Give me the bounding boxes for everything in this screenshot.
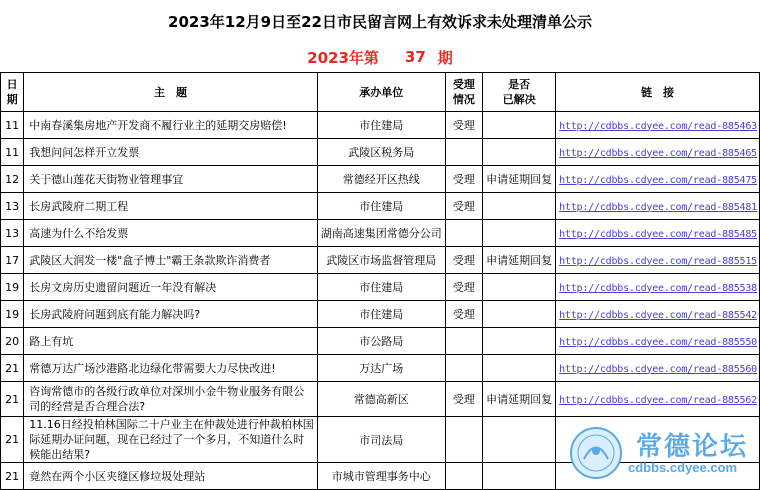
row-date: 21 (1, 382, 24, 417)
table-row (1, 112, 760, 139)
table-row (1, 139, 760, 166)
row-link-cell (556, 355, 760, 382)
table-row (1, 166, 760, 193)
row-date: 20 (1, 328, 24, 355)
row-topic: 咨询常德市的各级行政单位对深圳小金牛物业服务有限公司的经营是否合理合法? (24, 382, 318, 417)
table-row (1, 193, 760, 220)
row-date: 19 (1, 301, 24, 328)
header-resolved (483, 73, 556, 112)
row-resolved (483, 274, 556, 301)
row-link[interactable]: http://cdbbs.cdyee.com/read-885465 (559, 147, 757, 159)
row-link[interactable]: http://cdbbs.cdyee.com/read-885562 (559, 394, 757, 406)
table-row (1, 220, 760, 247)
row-date: 11 (1, 112, 24, 139)
row-resolved (483, 328, 556, 355)
row-accepted (445, 220, 482, 247)
table-row (1, 417, 760, 463)
row-topic: 竟然在两个小区夹缝区修垃圾处理站 (24, 463, 318, 490)
row-link-cell (556, 463, 760, 490)
row-link-cell (556, 193, 760, 220)
row-link[interactable]: http://cdbbs.cdyee.com/read-885515 (559, 255, 757, 267)
row-link[interactable]: http://cdbbs.cdyee.com/read-885538 (559, 282, 757, 294)
header-link: 链 接 (556, 73, 760, 112)
row-accepted: 受理 (445, 247, 482, 274)
row-topic: 常德万达广场沙港路北边绿化带需要大力尽快改进! (24, 355, 318, 382)
row-topic: 武陵区大润发一楼"盒子博士"霸王条款欺诈消费者 (24, 247, 318, 274)
header-accepted (445, 73, 482, 112)
row-resolved (483, 193, 556, 220)
row-link-cell (556, 382, 760, 417)
row-topic: 高速为什么不给发票 (24, 220, 318, 247)
row-link[interactable]: http://cdbbs.cdyee.com/read-885550 (559, 336, 757, 348)
row-topic: 关于德山莲花天街物业管理事宜 (24, 166, 318, 193)
header-resolved-line2: 已解决 (502, 93, 536, 106)
row-accepted (445, 139, 482, 166)
row-unit: 市住建局 (317, 301, 445, 328)
row-topic: 长房武陵府二期工程 (24, 193, 318, 220)
row-topic: 路上有坑 (24, 328, 318, 355)
page-title: 2023年12月9日至22日市民留言网上有效诉求未处理清单公示 (168, 12, 592, 31)
row-date: 21 (1, 463, 24, 490)
table-row (1, 247, 760, 274)
row-accepted: 受理 (445, 301, 482, 328)
row-accepted (445, 417, 482, 463)
table-row (1, 274, 760, 301)
row-topic: 长房文房历史遗留问题近一年没有解决 (24, 274, 318, 301)
row-unit: 市住建局 (317, 112, 445, 139)
table-row (1, 355, 760, 382)
row-date: 11 (1, 139, 24, 166)
row-accepted (445, 463, 482, 490)
row-unit: 市公路局 (317, 328, 445, 355)
row-topic: 我想问问怎样开立发票 (24, 139, 318, 166)
row-unit: 武陵区税务局 (317, 139, 445, 166)
table-row (1, 301, 760, 328)
row-accepted: 受理 (445, 112, 482, 139)
row-accepted: 受理 (445, 382, 482, 417)
row-accepted: 受理 (445, 166, 482, 193)
row-link[interactable]: http://cdbbs.cdyee.com/read-885475 (559, 174, 757, 186)
row-unit: 常德高新区 (317, 382, 445, 417)
row-resolved: 申请延期回复 (483, 166, 556, 193)
row-link-cell (556, 274, 760, 301)
row-link-cell (556, 247, 760, 274)
header-unit: 承办单位 (317, 73, 445, 112)
row-link-cell (556, 139, 760, 166)
row-link-cell (556, 301, 760, 328)
watermark-name: 常德论坛 (636, 432, 749, 462)
row-accepted: 受理 (445, 193, 482, 220)
row-topic: 中南春溪集房地产开发商不履行业主的延期交房赔偿! (24, 112, 318, 139)
row-accepted (445, 355, 482, 382)
header-accepted-line2: 情况 (452, 93, 475, 106)
row-date: 21 (1, 417, 24, 463)
header-date: 日期 (1, 73, 24, 112)
row-resolved (483, 301, 556, 328)
table-row (1, 463, 760, 490)
row-unit: 市住建局 (317, 274, 445, 301)
row-link[interactable]: http://cdbbs.cdyee.com/read-885481 (559, 201, 757, 213)
issue-prefix: 2023年第 (307, 48, 379, 67)
row-link-cell (556, 166, 760, 193)
row-date: 13 (1, 193, 24, 220)
row-resolved (483, 355, 556, 382)
row-link[interactable]: http://cdbbs.cdyee.com/read-885485 (559, 228, 757, 240)
row-link[interactable]: http://cdbbs.cdyee.com/read-885542 (559, 309, 757, 321)
row-unit: 市城市管理事务中心 (317, 463, 445, 490)
row-resolved (483, 417, 556, 463)
row-link[interactable]: http://cdbbs.cdyee.com/read-885463 (559, 120, 757, 132)
row-resolved (483, 139, 556, 166)
header-accepted-line1: 受理 (452, 78, 475, 91)
row-topic: 长房武陵府问题到底有能力解决吗? (24, 301, 318, 328)
row-date: 19 (1, 274, 24, 301)
row-accepted (445, 328, 482, 355)
row-link-cell (556, 328, 760, 355)
row-unit: 万达广场 (317, 355, 445, 382)
row-resolved: 申请延期回复 (483, 382, 556, 417)
issue-number: 37 (404, 48, 426, 66)
row-unit: 湖南高速集团常德分公司 (317, 220, 445, 247)
row-accepted: 受理 (445, 274, 482, 301)
row-resolved (483, 463, 556, 490)
row-topic: 11.16日经投柏林国际二十户业主在仲裁处进行仲裁柏林国际延期办证问题，现在已经过了一个多月，不知道什么时候能出结果? (24, 417, 318, 463)
row-unit: 常德经开区热线 (317, 166, 445, 193)
row-link-cell (556, 220, 760, 247)
row-unit: 市住建局 (317, 193, 445, 220)
row-date: 12 (1, 166, 24, 193)
table-row (1, 328, 760, 355)
header-resolved-line1: 是否 (508, 78, 531, 91)
row-link-cell (556, 417, 760, 463)
row-link[interactable]: http://cdbbs.cdyee.com/read-885560 (559, 363, 757, 375)
row-resolved (483, 112, 556, 139)
row-link-cell (556, 112, 760, 139)
table-row (1, 382, 760, 417)
issue-label (0, 42, 760, 72)
row-resolved: 申请延期回复 (483, 247, 556, 274)
table-header-row (1, 73, 760, 112)
header-topic: 主 题 (24, 73, 318, 112)
complaint-table (0, 72, 760, 490)
row-date: 17 (1, 247, 24, 274)
issue-suffix: 期 (437, 48, 453, 67)
row-unit: 市司法局 (317, 417, 445, 463)
watermark-url: cdbbs.cdyee.com (628, 460, 738, 475)
row-unit: 武陵区市场监督管理局 (317, 247, 445, 274)
row-date: 13 (1, 220, 24, 247)
row-date: 21 (1, 355, 24, 382)
row-resolved (483, 220, 556, 247)
